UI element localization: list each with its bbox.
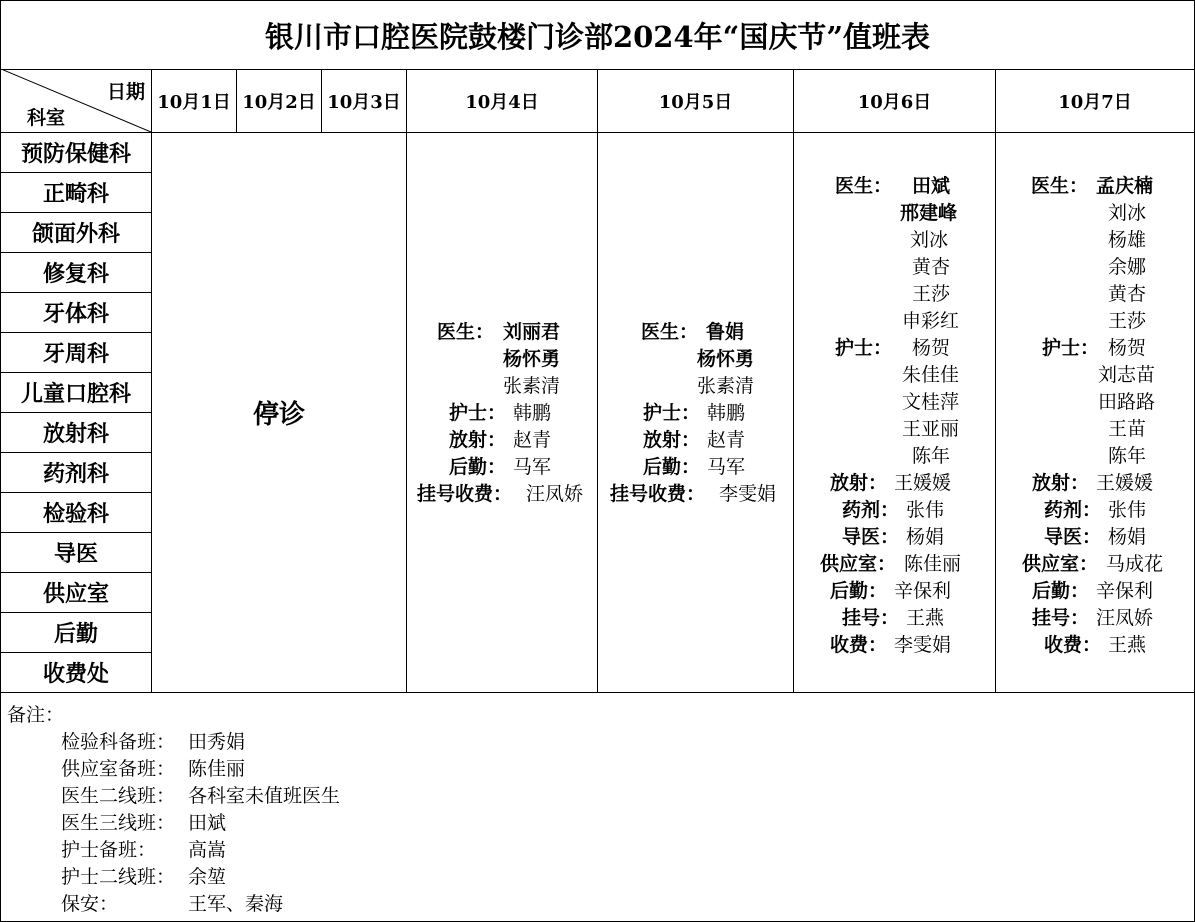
doctor-name: 申彩红 (902, 310, 960, 332)
diagonal-header-cell (1, 69, 152, 133)
day6-cell (794, 133, 996, 693)
nurse-name: 韩鹏 (513, 402, 552, 424)
pharmacy-label: 药剂： (842, 499, 900, 521)
register-name: 汪凤娇 (526, 483, 584, 505)
supply-label: 供应室： (1022, 553, 1099, 575)
doctor-name: 刘冰 (910, 229, 949, 251)
radiology-label: 放射： (449, 429, 507, 451)
doctor-name: 鲁娟 (706, 321, 745, 343)
department-cell: 正畸科 (1, 173, 152, 213)
radiology-label: 放射： (830, 472, 888, 494)
date-header: 10月2日 (237, 69, 322, 133)
doctor-name: 孟庆楠 (1096, 175, 1154, 197)
department-axis-label: 科室 (27, 107, 66, 129)
department-cell: 收费处 (1, 653, 152, 693)
date-header: 10月6日 (794, 69, 996, 133)
notes-section (1, 693, 1194, 921)
doctor-name: 田斌 (912, 175, 951, 197)
doctor-name: 黄杏 (912, 256, 951, 278)
page-title: 银川市口腔医院鼓楼门诊部2024年“国庆节”值班表 (1, 1, 1194, 70)
department-cell: 牙周科 (1, 333, 152, 373)
nurse-name: 杨贺 (1108, 337, 1147, 359)
doctor-label: 医生： (641, 321, 699, 343)
nurse-label: 护士： (835, 337, 893, 359)
doctor-label: 医生： (835, 175, 893, 197)
date-header: 10月5日 (598, 69, 794, 133)
department-cell: 修复科 (1, 253, 152, 293)
day7-cell (996, 133, 1194, 693)
nurse-name: 陈年 (1108, 445, 1147, 467)
doctor-name: 张素清 (503, 375, 561, 397)
pharmacy-name: 张伟 (906, 499, 945, 521)
doctor-name: 刘丽君 (503, 321, 561, 343)
date-header: 10月7日 (996, 69, 1194, 133)
nurse-label: 护士： (643, 402, 701, 424)
radiology-name: 赵青 (513, 429, 552, 451)
date-header: 10月4日 (407, 69, 598, 133)
nurse-name: 文桂萍 (902, 391, 960, 413)
nurse-label: 护士： (1042, 337, 1100, 359)
department-cell: 牙体科 (1, 293, 152, 333)
logistics-name: 辛保利 (1096, 580, 1154, 602)
doctor-label: 医生： (437, 321, 495, 343)
department-cell: 供应室 (1, 573, 152, 613)
notes-heading: 备注： (7, 704, 65, 726)
guide-name: 杨娟 (906, 526, 945, 548)
nurse-name: 王亚丽 (902, 418, 960, 440)
register-name: 王燕 (906, 607, 945, 629)
supply-name: 陈佳丽 (904, 553, 962, 575)
nurse-name: 朱佳佳 (902, 364, 960, 386)
radiology-label: 放射： (1032, 472, 1090, 494)
date-header: 10月1日 (152, 69, 237, 133)
pharmacy-name: 张伟 (1108, 499, 1147, 521)
logistics-name: 马军 (707, 456, 746, 478)
note-value: 高嵩 (188, 839, 227, 861)
doctor-name: 杨怀勇 (503, 348, 561, 370)
doctor-name: 张素清 (697, 375, 755, 397)
closed-cell: 停诊 (152, 133, 407, 693)
note-label: 医生三线班： (61, 812, 176, 834)
radiology-name: 赵青 (707, 429, 746, 451)
guide-name: 杨娟 (1108, 526, 1147, 548)
logistics-name: 辛保利 (894, 580, 952, 602)
guide-label: 导医： (842, 526, 900, 548)
logistics-label: 后勤： (449, 456, 507, 478)
department-cell: 预防保健科 (1, 133, 152, 173)
nurse-name: 陈年 (912, 445, 951, 467)
nurse-name: 田路路 (1098, 391, 1156, 413)
pharmacy-label: 药剂： (1044, 499, 1102, 521)
note-value: 王军、秦海 (188, 893, 284, 915)
date-axis-label: 日期 (106, 81, 145, 103)
logistics-label: 后勤： (1032, 580, 1090, 602)
department-cell: 颌面外科 (1, 213, 152, 253)
note-label: 供应室备班： (61, 758, 176, 780)
doctor-name: 杨怀勇 (697, 348, 755, 370)
department-cell: 后勤 (1, 613, 152, 653)
supply-label: 供应室： (820, 553, 897, 575)
register-label: 挂号： (842, 607, 900, 629)
department-cell: 药剂科 (1, 453, 152, 493)
nurse-name: 杨贺 (912, 337, 951, 359)
register-label: 挂号收费： (610, 483, 706, 505)
doctor-name: 刘冰 (1108, 202, 1147, 224)
register-label: 挂号： (1032, 607, 1090, 629)
note-value: 余堃 (188, 866, 227, 888)
note-value: 各科室未值班医生 (188, 785, 341, 807)
cashier-label: 收费： (1044, 634, 1102, 656)
roster-table (1, 69, 1194, 693)
department-cell: 放射科 (1, 413, 152, 453)
radiology-name: 王媛媛 (1096, 472, 1154, 494)
note-label: 护士备班： (61, 839, 157, 861)
note-value: 陈佳丽 (188, 758, 246, 780)
note-label: 保安： (61, 893, 119, 915)
nurse-label: 护士： (449, 402, 507, 424)
guide-label: 导医： (1044, 526, 1102, 548)
day5-cell (598, 133, 794, 693)
logistics-label: 后勤： (830, 580, 888, 602)
register-name: 汪凤娇 (1096, 607, 1154, 629)
doctor-name: 王莎 (912, 283, 951, 305)
doctor-label: 医生： (1031, 175, 1089, 197)
cashier-name: 李雯娟 (894, 634, 952, 656)
cashier-name: 王燕 (1108, 634, 1147, 656)
date-header: 10月3日 (322, 69, 407, 133)
nurse-name: 韩鹏 (707, 402, 746, 424)
note-value: 田秀娟 (188, 731, 246, 753)
radiology-name: 王媛媛 (894, 472, 952, 494)
note-label: 护士二线班： (61, 866, 176, 888)
register-name: 李雯娟 (719, 483, 777, 505)
doctor-name: 邢建峰 (900, 202, 958, 224)
nurse-name: 王苗 (1108, 418, 1147, 440)
note-label: 检验科备班： (61, 731, 176, 753)
department-cell: 导医 (1, 533, 152, 573)
day4-cell (407, 133, 598, 693)
logistics-label: 后勤： (643, 456, 701, 478)
department-cell: 儿童口腔科 (1, 373, 152, 413)
cashier-label: 收费： (830, 634, 888, 656)
radiology-label: 放射： (643, 429, 701, 451)
note-value: 田斌 (188, 812, 227, 834)
note-label: 医生二线班： (61, 785, 176, 807)
doctor-name: 黄杏 (1108, 283, 1147, 305)
supply-name: 马成花 (1106, 553, 1164, 575)
doctor-name: 王莎 (1108, 310, 1147, 332)
doctor-name: 余娜 (1108, 256, 1147, 278)
department-cell: 检验科 (1, 493, 152, 533)
logistics-name: 马军 (513, 456, 552, 478)
nurse-name: 刘志苗 (1098, 364, 1156, 386)
register-label: 挂号收费： (417, 483, 513, 505)
doctor-name: 杨雄 (1108, 229, 1147, 251)
